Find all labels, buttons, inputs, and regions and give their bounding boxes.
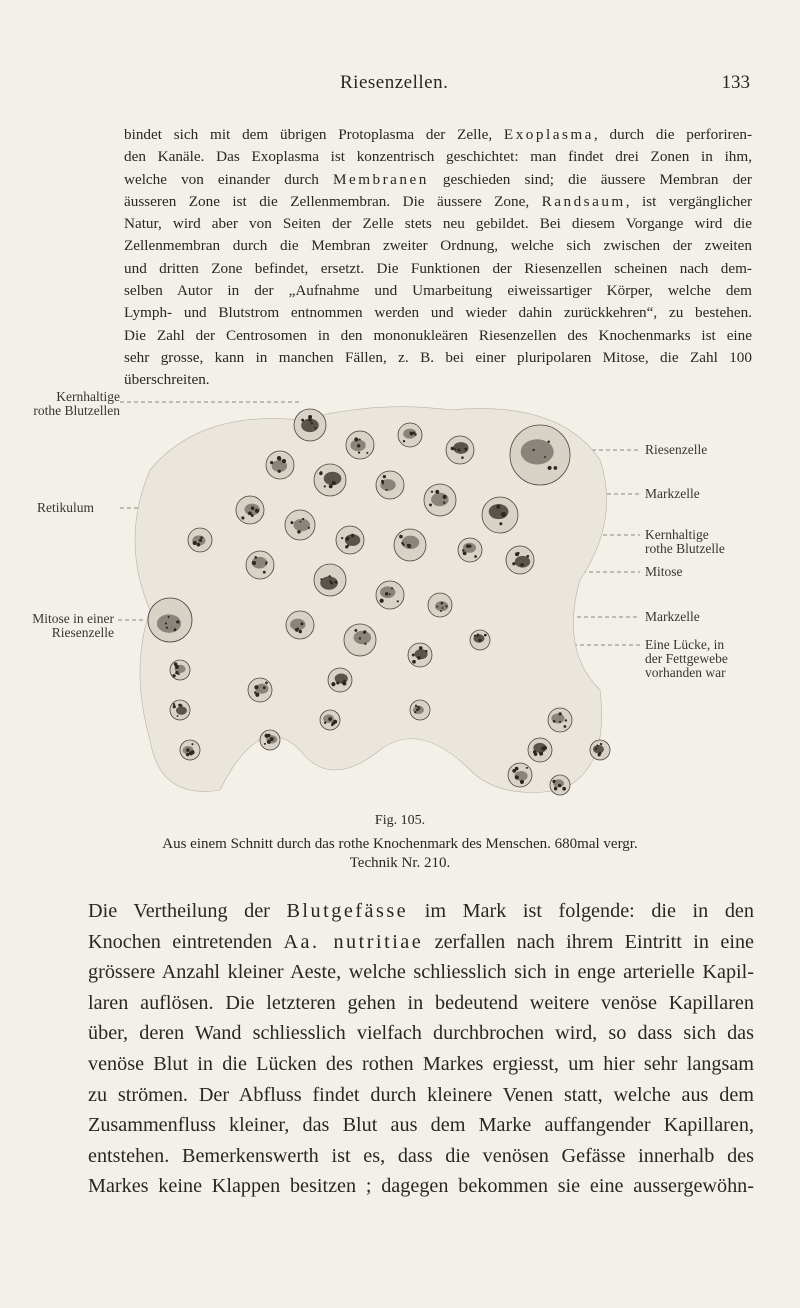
stipple-dot [278,470,281,473]
spaced-term: Aa. nutritiae [283,930,424,953]
text-run: den Kanäle. Das Exoplasma ist konzentrisch geschichtet: man findet drei Zonen in ihm, [124,148,752,166]
cell-nucleus [293,519,310,532]
stipple-dot [419,646,423,650]
cell-nucleus [463,543,476,553]
stipple-dot [559,712,562,715]
text-run: äusseren Zone ist die Zellenmembran. Die äussere Zone, [124,192,542,210]
stipple-dot [435,490,439,494]
stipple-dot [265,561,267,563]
stipple-dot [357,444,360,447]
stipple-dot [364,643,366,645]
stipple-dot [200,536,203,539]
stipple-dot [445,605,447,607]
stipple-dot [410,432,414,436]
stipple-dot [539,752,543,756]
cell-nucleus [176,706,187,714]
text-line [124,302,752,324]
text-run: welche von einander durch [124,170,333,188]
stipple-dot [468,544,471,547]
stipple-dot [443,495,447,499]
text-line [88,1049,754,1080]
cell-nucleus [593,745,604,753]
stipple-dot [270,461,273,464]
stipple-dot [431,491,433,493]
stipple-dot [174,628,177,631]
stipple-dot [412,660,416,664]
stipple-dot [441,602,444,605]
stipple-dot [336,681,339,684]
text-run: zerfallen nach ihrem Eintritt in eine [423,930,755,953]
stipple-dot [458,449,461,452]
stipple-dot [251,514,254,517]
stipple-dot [300,622,303,625]
stipple-dot [502,512,506,516]
stipple-dot [173,705,176,708]
text-run: über, deren Wand schliesslich vielfach durchbrochen wird, so dass sich das [88,1022,754,1045]
stipple-dot [347,544,349,546]
stipple-dot [331,724,333,726]
stipple-dot [186,748,190,752]
text-line [88,1110,754,1141]
stipple-dot [359,637,361,639]
stipple-dot [267,740,271,744]
stipple-dot [454,448,456,450]
stipple-dot [351,534,355,538]
text-line [88,1141,754,1172]
stipple-dot [461,456,464,459]
stipple-dot [515,552,519,556]
stipple-dot [342,681,345,684]
stipple-dot [302,518,304,520]
stipple-dot [320,578,322,580]
stipple-dot [463,551,467,555]
text-line [124,347,752,369]
stipple-dot [462,549,464,551]
text-run: entstehen. Bemerkenswerth ist es, dass die venösen Gefässe innerhalb des [88,1144,754,1167]
stipple-dot [436,606,438,608]
stipple-dot [526,555,529,558]
stipple-dot [380,599,384,603]
stipple-dot [165,622,167,624]
spaced-term: Randsaum [541,192,626,210]
text-run: Die Vertheilung der [88,900,287,922]
stipple-dot [173,703,175,705]
text-run: laren auflösen. Die letzteren gehen in bedeutend weitere venöse Kapillaren [88,991,754,1014]
figure-105 [0,390,800,800]
cell-nucleus [521,439,554,464]
stipple-dot [512,562,515,565]
text-run: und dritten Zone befindet, ersetzt. Die Funktionen der Riesenzellen scheinen nach dem- [124,259,752,277]
paragraph-2-text [88,896,754,1202]
stipple-dot [282,459,286,463]
stipple-dot [263,686,266,689]
stipple-dot [251,506,255,510]
stipple-dot [554,787,557,790]
stipple-dot [599,752,602,755]
stipple-dot [366,452,368,454]
stipple-dot [341,537,343,539]
text-run: Zellenmembran durch die Membran zweiter Ordnung, welche sich zwischen der zweiten [124,237,752,255]
stipple-dot [417,656,421,660]
running-header [124,72,750,102]
paragraph-blutgefaesse [88,896,754,1202]
stipple-dot [478,639,481,642]
stipple-dot [308,527,310,529]
figure-caption [0,835,800,873]
paragraph-exoplasma [124,124,752,392]
stipple-dot [464,448,467,451]
label-mitose: Mitose [645,564,683,579]
stipple-dot [595,748,597,750]
text-line [124,124,752,146]
figure-number: Fig. 105. [374,813,426,828]
stipple-dot [300,521,302,523]
stipple-dot [389,593,391,595]
text-line [124,213,752,235]
stipple-dot [425,650,428,653]
stipple-dot [515,775,519,779]
stipple-dot [330,582,333,585]
cell-cluster [135,407,610,795]
stipple-dot [197,543,201,547]
text-run: venöse Blut in die Lücken des rothen Markes ergiesst, um hier sehr langsam [88,1052,754,1075]
stipple-dot [451,447,454,450]
stipple-dot [264,743,266,745]
stipple-dot [324,722,326,724]
stipple-dot [403,440,405,442]
stipple-dot [553,720,556,723]
text-run: Knochen eintretenden [88,930,284,953]
stipple-dot [310,422,312,424]
stipple-dot [345,537,349,541]
stipple-dot [254,556,257,559]
stipple-dot [552,780,555,783]
stipple-dot [382,482,384,484]
label-kernhaltige-left: Kernhaltige rothe Blutzellen [33,389,120,418]
stipple-dot [496,505,500,509]
stipple-dot [333,720,337,724]
stipple-dot [297,530,301,534]
text-line [124,258,752,280]
stipple-dot [544,456,546,458]
stipple-dot [564,725,567,728]
stipple-dot [174,662,178,666]
stipple-dot [412,654,415,657]
stipple-dot [186,753,189,756]
text-run: , ist vergänglicher [625,192,753,210]
stipple-dot [442,607,444,609]
stipple-dot [299,630,302,633]
text-line [88,896,754,927]
text-run: Lymph- und Blutstrom entnommen werden und wieder dahin zurückkehren“, zu bestehen. [124,304,752,322]
stipple-dot [328,717,332,721]
stipple-dot [178,673,180,675]
stipple-dot [512,769,516,773]
stipple-dot [558,784,561,787]
text-line [124,146,752,168]
stipple-dot [548,466,552,470]
stipple-dot [559,721,561,723]
label-mitose-riesenzelle: Mitose in einer Riesenzelle [32,611,114,640]
stipple-dot [267,734,270,737]
stipple-dot [562,787,566,791]
text-run: im Mark ist folgende: die in den [408,900,754,922]
stipple-dot [440,610,442,612]
stipple-dot [193,541,197,545]
stipple-dot [199,539,202,542]
stipple-dot [252,561,256,565]
cell-nucleus [354,631,372,644]
stipple-dot [414,711,416,713]
stipple-dot [391,587,393,589]
stipple-dot [443,501,445,503]
label-markzelle-2: Markzelle [645,609,700,624]
stipple-dot [191,743,193,745]
stipple-dot [255,509,259,513]
spaced-term: Membranen [332,170,429,188]
text-line [88,1018,754,1049]
text-run: Natur, wird aber von Seiten der Zelle stets neu gebildet. Bei diesem Vorgange wird die [124,215,752,233]
text-line [124,280,752,302]
stipple-dot [600,743,602,745]
text-run: Die Zahl der Centrosomen in den mononukleären Riesenzellen des Knochenmarks ist eine [124,326,752,344]
text-run: selben Autor in der „Aufnahme und Umarbeitung eiweissartiger Körper, welche dem [124,282,752,300]
stipple-dot [364,630,367,633]
cell-nucleus [380,586,395,598]
stipple-dot [399,535,403,539]
label-markzelle-1: Markzelle [645,486,700,501]
stipple-dot [386,489,388,491]
stipple-dot [565,719,567,721]
stipple-dot [474,555,477,558]
text-line [88,988,754,1019]
text-line [124,191,752,213]
text-line [124,325,752,347]
stipple-dot [526,767,528,769]
stipple-dot [328,575,330,577]
stipple-dot [314,427,316,429]
stipple-dot [532,449,534,451]
stipple-dot [520,563,523,566]
stipple-dot [354,437,358,441]
label-retikulum: Retikulum [37,500,94,515]
stipple-dot [331,682,335,686]
stipple-dot [166,627,168,629]
spaced-term: Exoplasma [503,126,594,143]
stipple-dot [397,600,399,602]
text-line [124,369,752,391]
stipple-dot [172,674,175,677]
text-line [124,169,752,191]
stipple-dot [324,485,326,487]
stipple-dot [308,418,311,421]
stipple-dot [176,620,179,623]
stipple-dot [354,629,357,632]
stipple-dot [359,439,361,441]
stipple-dot [541,747,545,751]
label-kernhaltige-right: Kernhaltige rothe Blutzelle [645,527,725,556]
page-number: 133 [721,72,750,93]
stipple-dot [301,419,304,422]
stipple-dot [189,751,193,755]
stipple-dot [554,466,558,470]
label-riesenzelle: Riesenzelle [645,442,708,457]
stipple-dot [358,452,360,454]
stipple-dot [484,634,487,637]
stipple-dot [278,457,282,461]
stipple-dot [596,744,598,746]
stipple-dot [477,634,480,637]
stipple-dot [332,481,336,485]
stipple-dot [401,542,403,544]
text-run: , durch die perforiren- [593,126,752,143]
stipple-dot [255,693,259,697]
stipple-dot [499,522,502,525]
stipple-dot [334,581,337,584]
stipple-dot [254,685,258,689]
running-title: Riesenzellen. [340,72,449,93]
text-run: zu strömen. Der Abfluss findet durch kleinere Venen statt, welche aus dem [88,1083,754,1106]
stipple-dot [290,521,293,524]
text-run: grössere Anzahl kleiner Aeste, welche schliesslich sich in enge arterielle Kapil- [88,961,754,984]
text-line [88,1080,754,1111]
spaced-term: Blutgefässe [286,900,409,922]
stipple-dot [548,441,550,443]
stipple-dot [385,592,388,595]
text-run: überschreiten. [124,371,210,389]
caption-line-2: Technik Nr. 210. [349,855,451,871]
stipple-dot [407,544,411,548]
text-run: Markes keine Klappen besitzen ; dagegen bekommen sie eine aussergewöhn- [88,1175,754,1198]
text-run: geschieden sind; die äussere Membran der [428,170,752,188]
text-line [88,957,754,988]
cell-nucleus [431,493,449,506]
text-line [88,927,754,958]
text-run: Zusammenfluss kleiner, das Blut aus dem Marke auffangender Kapillaren, [88,1114,754,1137]
stipple-dot [270,737,274,741]
stipple-dot [417,706,419,708]
stipple-dot [263,571,266,574]
stipple-dot [383,475,386,478]
text-run: sehr grosse, kann in manchen Fällen, z. B. bei einer pluripolaren Mitose, die Zahl 100 [124,348,752,366]
stipple-dot [177,715,179,717]
stipple-dot [414,433,416,435]
text-line [88,1171,754,1202]
stipple-dot [329,484,333,488]
stipple-dot [295,629,297,631]
stipple-dot [168,616,170,618]
stipple-dot [320,471,322,473]
label-luecke: Eine Lücke, in der Fettgewebe vorhanden war [645,637,728,680]
stipple-dot [520,780,524,784]
stipple-dot [241,516,244,519]
text-line [124,235,752,257]
stipple-dot [265,682,268,685]
stipple-dot [534,752,538,756]
text-run: bindet sich mit dem übrigen Protoplasma der Zelle, [124,126,504,143]
stipple-dot [429,503,432,506]
stipple-dot [416,709,419,712]
stipple-dot [415,705,417,707]
paragraph-1-text [124,124,752,392]
stipple-dot [178,704,181,707]
stipple-dot [474,635,476,637]
caption-line-1: Aus einem Schnitt durch das rothe Knochenmark des Menschen. 680mal vergr. [162,836,638,852]
